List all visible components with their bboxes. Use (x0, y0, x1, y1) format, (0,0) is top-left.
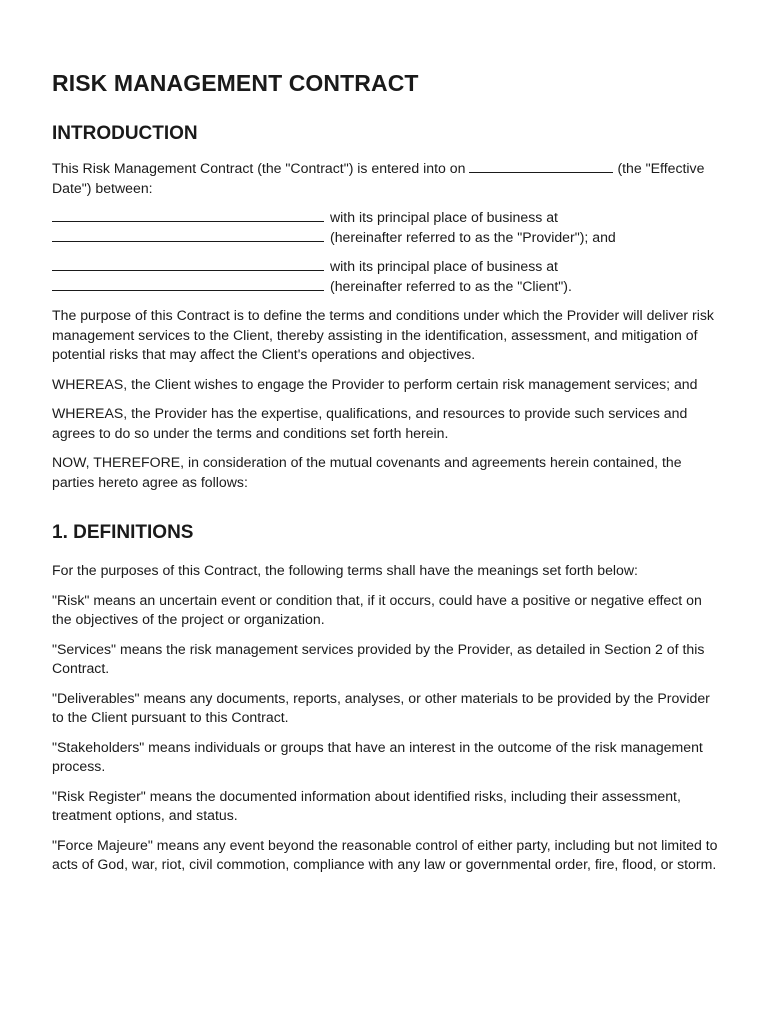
document-title: RISK MANAGEMENT CONTRACT (52, 70, 419, 96)
introduction-heading: INTRODUCTION (52, 123, 198, 144)
whereas-provider-paragraph: WHEREAS, the Provider has the expertise, qualifications, and resources to provide such services and agrees to do so under the terms and conditions set forth herein. (52, 405, 688, 441)
provider-line2-text: (hereinafter referred to as the "Provider"); and (330, 228, 616, 245)
now-therefore-paragraph: NOW, THEREFORE, in consideration of the mutual covenants and agreements herein contained, the parties hereto agree as follows: (52, 454, 682, 490)
intro-text-after-date: (the "Effective Date") between: (52, 160, 705, 196)
client-party-block (52, 257, 724, 296)
whereas-client-paragraph: WHEREAS, the Client wishes to engage the Provider to perform certain risk management services; and (52, 375, 698, 392)
provider-line1-text: with its principal place of business at (330, 209, 558, 225)
definitions-heading: 1. DEFINITIONS (52, 522, 194, 543)
document-page (52, 70, 724, 885)
definition-services: "Services" means the risk management services provided by the Provider, as detailed in Section 2 of this Contract. (52, 640, 705, 676)
purpose-paragraph: The purpose of this Contract is to define the terms and conditions under which the Provider will deliver risk management services to the Client, thereby assisting in the identification, assessment, and mitigation of potential risks that may affect the Client's operations and objectives. (52, 307, 714, 362)
definition-risk: "Risk" means an uncertain event or condition that, if it occurs, could have a positive or negative effect on the objectives of the project or organization. (52, 591, 702, 627)
client-line2-text: (hereinafter referred to as the "Client"). (330, 277, 572, 294)
client-name-blank[interactable] (52, 257, 324, 271)
definition-stakeholders: "Stakeholders" means individuals or groups that have an interest in the outcome of the risk management process. (52, 738, 703, 774)
provider-party-block (52, 208, 724, 247)
definitions-intro: For the purposes of this Contract, the following terms shall have the meanings set forth below: (52, 562, 638, 578)
effective-date-blank[interactable] (469, 159, 613, 173)
client-address-blank[interactable] (52, 277, 324, 291)
intro-text-before-date: This Risk Management Contract (the "Contract") is entered into on (52, 160, 466, 176)
definition-risk-register: "Risk Register" means the documented information about identified risks, including their assessment, treatment options, and status. (52, 787, 681, 823)
definition-deliverables: "Deliverables" means any documents, reports, analyses, or other materials to be provided by the Provider to the Client pursuant to this Contract. (52, 689, 710, 725)
provider-name-blank[interactable] (52, 208, 324, 222)
client-line1-text: with its principal place of business at (330, 258, 558, 274)
definition-force-majeure: "Force Majeure" means any event beyond the reasonable control of either party, including but not limited to acts of God, war, riot, civil commotion, compliance with any law or governmental order, fire, flood, or storm. (52, 836, 718, 872)
provider-address-blank[interactable] (52, 228, 324, 242)
intro-paragraph (52, 159, 724, 198)
